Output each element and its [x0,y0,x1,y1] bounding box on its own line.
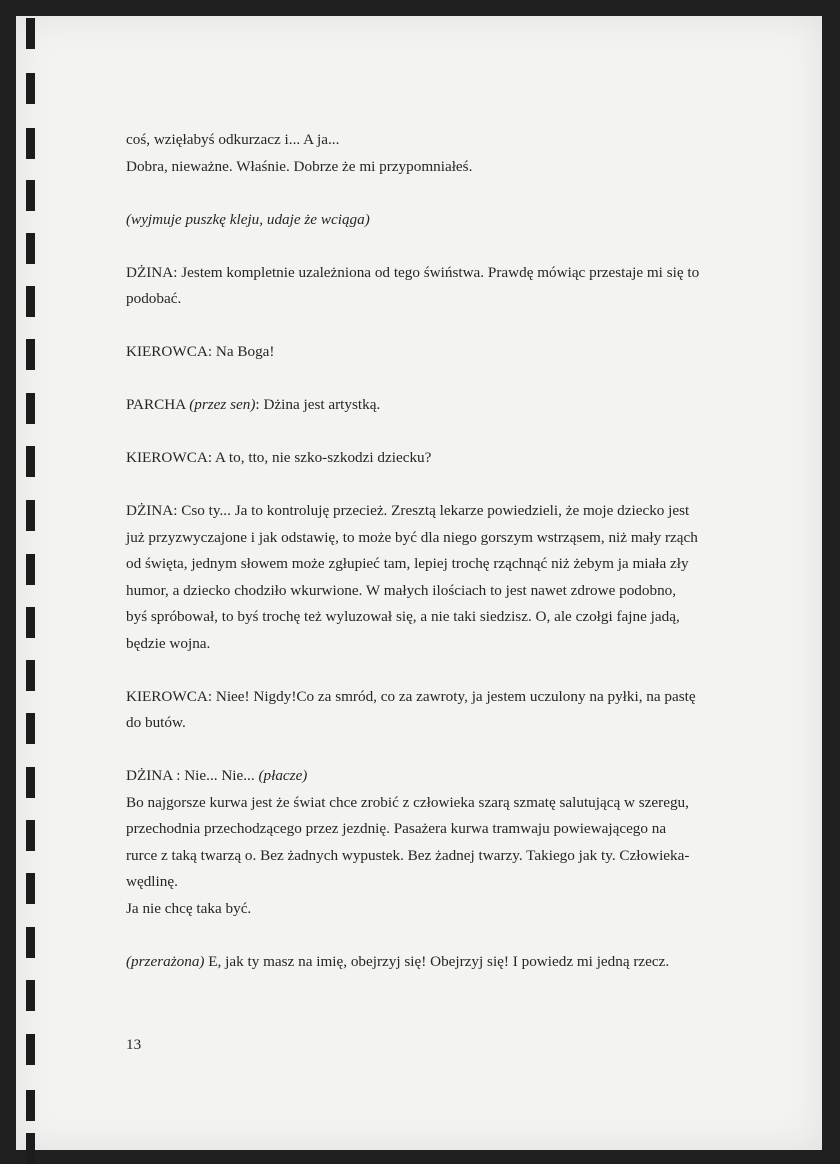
text-line: Ja nie chcę taka być. [126,899,252,917]
stage-direction: (przerażona) [126,952,205,970]
binding-hole [26,554,35,585]
text-line: Dobra, nieważne. Właśnie. Dobrze że mi przypomniałeś. [126,157,473,175]
text-line: DŻINA : Nie... Nie... (płacze) [126,767,308,784]
binding-hole [26,500,35,531]
binding-hole [26,1090,35,1121]
binding-hole [26,446,35,477]
text-line: przechodnia przechodzącego przez jezdnię. Pasażera kurwa tramwaju powiewającego na [126,820,667,837]
text-line: rurce z taką twarzą o. Bez żadnych wypustek. Bez żadnej twarzy. Takiego jak ty. Człowieka- [126,846,690,864]
text-line: (przerażona) E, jak ty masz na imię, obejrzyj się! Obejrzyj się! I powiedz mi jedną rzecz. [126,952,670,970]
binding-hole [26,980,35,1011]
binding-hole [26,1133,35,1164]
document-page [16,16,822,1150]
binding-hole [26,873,35,904]
text-line: już przyzwyczajone i jak odstawię, to może być dla niego gorszym wstrząsem, niż mały rząch [126,528,698,546]
binding-hole [26,927,35,958]
text-line: będzie wojna. [126,634,211,652]
binding-hole [26,660,35,691]
binding-strip [0,0,40,1164]
binding-hole [26,393,35,424]
binding-hole [26,1034,35,1065]
text-line: DŻINA: Jestem kompletnie uzależniona od tego świństwa. Prawdę mówiąc przestaje mi się to [126,263,700,281]
binding-hole [26,820,35,851]
text-line: KIEROWCA: A to, tto, nie szko-szkodzi dziecku? [126,449,432,466]
text-line: Bo najgorsze kurwa jest że świat chce zrobić z człowieka szarą szmatę salutującą w szeregu, [126,793,689,811]
text-line: byś spróbował, to byś trochę też wyluzował się, a nie taki siedzisz. O, ale czołgi fajne jadą, [126,608,680,625]
text-line: humor, a dziecko chodziło wkurwione. W małych ilościach to jest nawet zdrowe podobno, [126,581,677,599]
binding-hole [26,128,35,159]
script-text [126,127,726,975]
binding-hole [26,18,35,49]
binding-hole [26,607,35,638]
page-number: 13 [126,1036,142,1053]
binding-hole [26,180,35,211]
stage-direction: (wyjmuje puszkę kleju, udaje że wciąga) [126,210,370,228]
text-line: coś, wzięłabyś odkurzacz i... A ja... [126,131,340,148]
stage-direction: (płacze) [258,767,308,784]
binding-hole [26,286,35,317]
text-line: wędlinę. [126,873,178,890]
binding-hole [26,767,35,798]
text-line: od święta, jednym słowem może zgłupieć tam, lepiej trochę rząchnąć niż żebym ja miała zły [126,555,689,572]
text-line: KIEROWCA: Na Boga! [126,343,275,360]
text-line: DŻINA: Cso ty... Ja to kontroluję przecież. Zresztą lekarze powiedzieli, że moje dziecko jest [126,502,690,519]
text-line: KIEROWCA: Niee! Nigdy!Co za smród, co za zawroty, ja jestem uczulony na pyłki, na pastę [126,687,696,705]
text-line: do butów. [126,714,186,731]
binding-hole [26,233,35,264]
text-line: PARCHA (przez sen): Dżina jest artystką. [126,396,381,413]
stage-direction: (przez sen) [189,396,256,413]
binding-hole [26,713,35,744]
binding-hole [26,73,35,104]
text-line: podobać. [126,290,182,307]
binding-hole [26,339,35,370]
